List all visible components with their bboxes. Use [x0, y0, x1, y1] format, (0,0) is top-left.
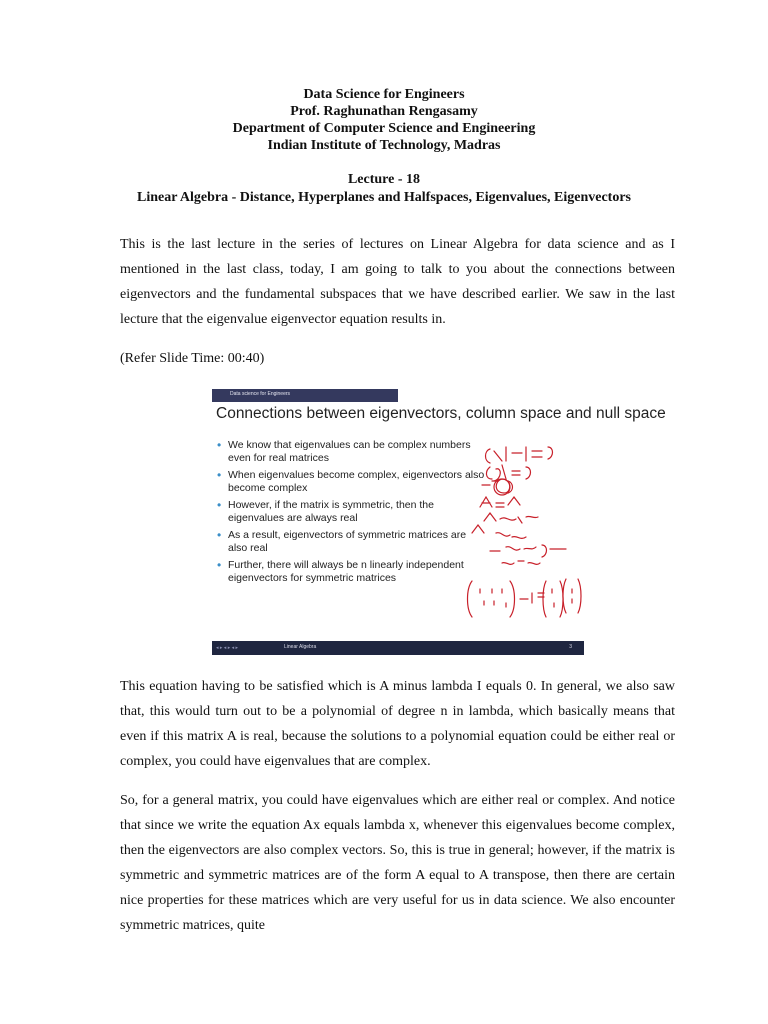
course-title: Data Science for Engineers	[303, 87, 465, 102]
document-header	[0, 86, 768, 154]
institute-name: Indian Institute of Technology, Madras	[267, 138, 501, 153]
slide-bullet-list	[216, 439, 486, 589]
lecture-number: Lecture - 18	[347, 172, 421, 187]
lecture-heading	[0, 171, 768, 207]
slide-top-bar	[212, 389, 398, 402]
handwritten-annotations	[462, 433, 584, 633]
slide-bottom-label: Linear Algebra	[284, 644, 317, 650]
lecture-slide-image	[212, 389, 666, 655]
slide-bullet: • As a result, eigenvectors of symmetric matrices are also real	[216, 529, 486, 555]
slide-bullet: • However, if the matrix is symmetric, then the eigenvalues are always real	[216, 499, 486, 525]
slide-top-label: Data science for Engineers	[230, 391, 291, 397]
slide-title: Connections between eigenvectors, column space and null space	[216, 405, 666, 422]
slide-bullet: • We know that eigenvalues can be complex numbers even for real matrices	[216, 439, 486, 465]
professor-name: Prof. Raghunathan Rengasamy	[290, 104, 478, 119]
annotation-strokes	[468, 447, 582, 617]
slide-bottom-bar	[212, 641, 584, 655]
slide-bullet: • Further, there will always be n linearly independent eigenvectors for symmetric matrices	[216, 559, 486, 585]
paragraph-2: This equation having to be satisfied which is A minus lambda I equals 0. In general, we also saw that, this would turn out to be a polynomial of degree n in lambda, which basically means that even if this matrix A is real, because the solutions to a polynomial equation could be either real or complex, you could have eigenvalues that are complex.	[120, 679, 675, 769]
paragraph-1: This is the last lecture in the series of lectures on Linear Algebra for data science and as I mentioned in the last class, today, I am going to talk to you about the connections between eigenvectors and the fundamental subspaces that we have described earlier. We saw in the last lecture that the eigenvalue eigenvector equation results in.	[120, 237, 675, 327]
slide-nav-icons: ◂ ▸ ◂ ▸ ◂ ▸	[216, 645, 239, 651]
paragraph-3: So, for a general matrix, you could have eigenvalues which are either real or complex. And notice that since we write the equation Ax equals lambda x, whenever this eigenvalues become complex, then the eigenvectors are also complex vectors. So, this is true in general; however, if the matrix is symmetric and symmetric matrices are of the form A equal to A transpose, then there are certain nice properties for these matrices which are very useful for us in data science. We also encounter symmetric matrices, quite	[120, 793, 675, 933]
refer-slide-time: (Refer Slide Time: 00:40)	[120, 351, 265, 366]
slide-page-number: 3	[569, 644, 572, 650]
lecture-title: Linear Algebra - Distance, Hyperplanes and Halfspaces, Eigenvalues, Eigenvectors	[136, 190, 631, 205]
slide-bullet: • When eigenvalues become complex, eigenvectors also become complex	[216, 469, 486, 495]
department-name: Department of Computer Science and Engineering	[232, 121, 536, 136]
